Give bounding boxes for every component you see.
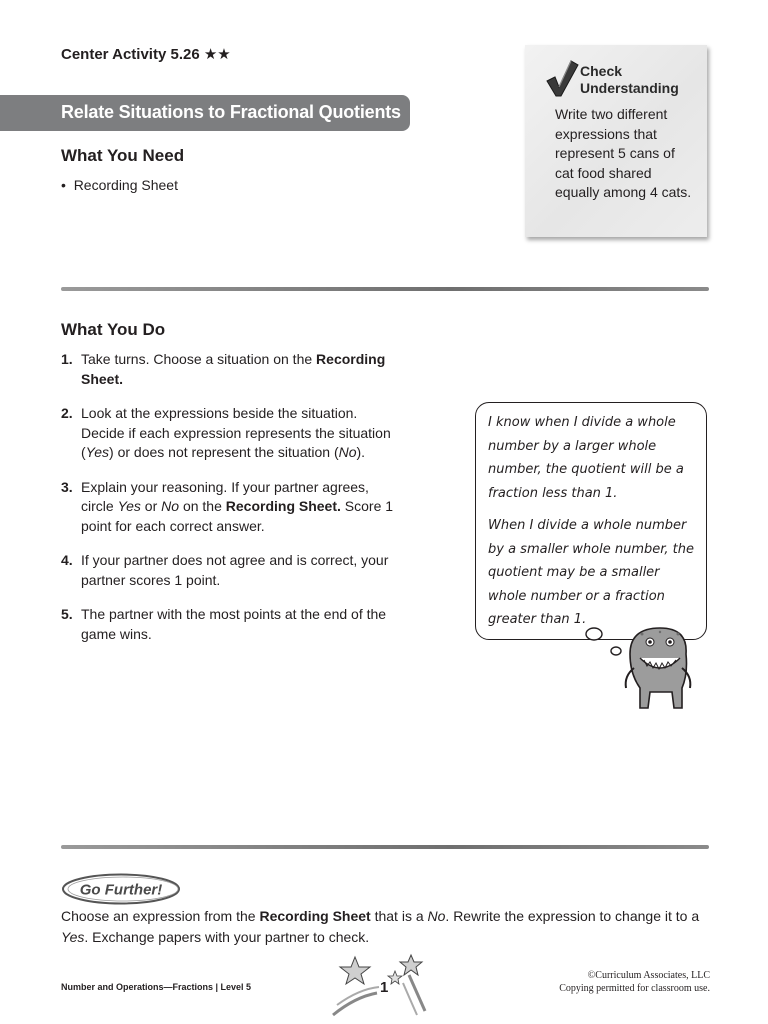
go-further-badge: [61, 872, 183, 906]
footer-copyright: ©Curriculum Associates, LLC Copying permitted for classroom use.: [559, 970, 710, 994]
need-list-item: • Recording Sheet: [61, 177, 178, 193]
monster-mascot-icon: [578, 624, 698, 716]
steps-list: [61, 350, 401, 644]
go-further-text: Choose an expression from the Recording Sheet that is a No. Rewrite the expression to change it to a Yes. Exchange papers with your partner to check.: [61, 908, 700, 945]
section-divider-2: [61, 845, 709, 849]
footer-course-label: Number and Operations—Fractions | Level 5: [61, 982, 252, 992]
step-4: 4. If your partner does not agree and is correct, your partner scores 1 point.: [61, 552, 389, 588]
thought-bubble: [475, 402, 707, 640]
step-2: 2. Look at the expressions beside the situation. Decide if each expression represents the situation (Yes) or does not represent the situation (No).: [61, 405, 391, 460]
thought-bubble-text-1: I know when I divide a whole number by a larger whole number, the quotient will be a fraction less than 1.: [488, 415, 684, 501]
step-3: 3. Explain your reasoning. If your partner agrees, circle Yes or No on the Recording Sheet. Score 1 point for each correct answer.: [61, 478, 394, 534]
what-you-need-heading: What You Need: [61, 146, 185, 165]
check-understanding-title: Check Understanding: [580, 63, 679, 96]
check-understanding-card: [525, 45, 707, 237]
page-number: 1: [380, 979, 389, 996]
check-understanding-prompt: Write two different expressions that represent 5 cans of cat food shared equally among 4 cats.: [555, 106, 692, 200]
svg-text:Go Further!: Go Further!: [79, 881, 163, 899]
step-1: 1. Take turns. Choose a situation on the Recording Sheet.: [61, 351, 386, 387]
activity-label: Center Activity 5.26 ★★: [61, 46, 231, 63]
title-banner: [0, 95, 410, 131]
activity-title: Relate Situations to Fractional Quotients: [61, 102, 401, 122]
section-divider: [61, 287, 709, 291]
thought-bubble-text-2: When I divide a whole number by a smaller whole number, the quotient may be a smaller whole number or a fraction greater than 1.: [488, 518, 694, 627]
step-5: 5. The partner with the most points at the end of the game wins.: [61, 606, 387, 642]
what-you-do-heading: What You Do: [61, 320, 166, 339]
checkmark-icon: [545, 59, 579, 97]
